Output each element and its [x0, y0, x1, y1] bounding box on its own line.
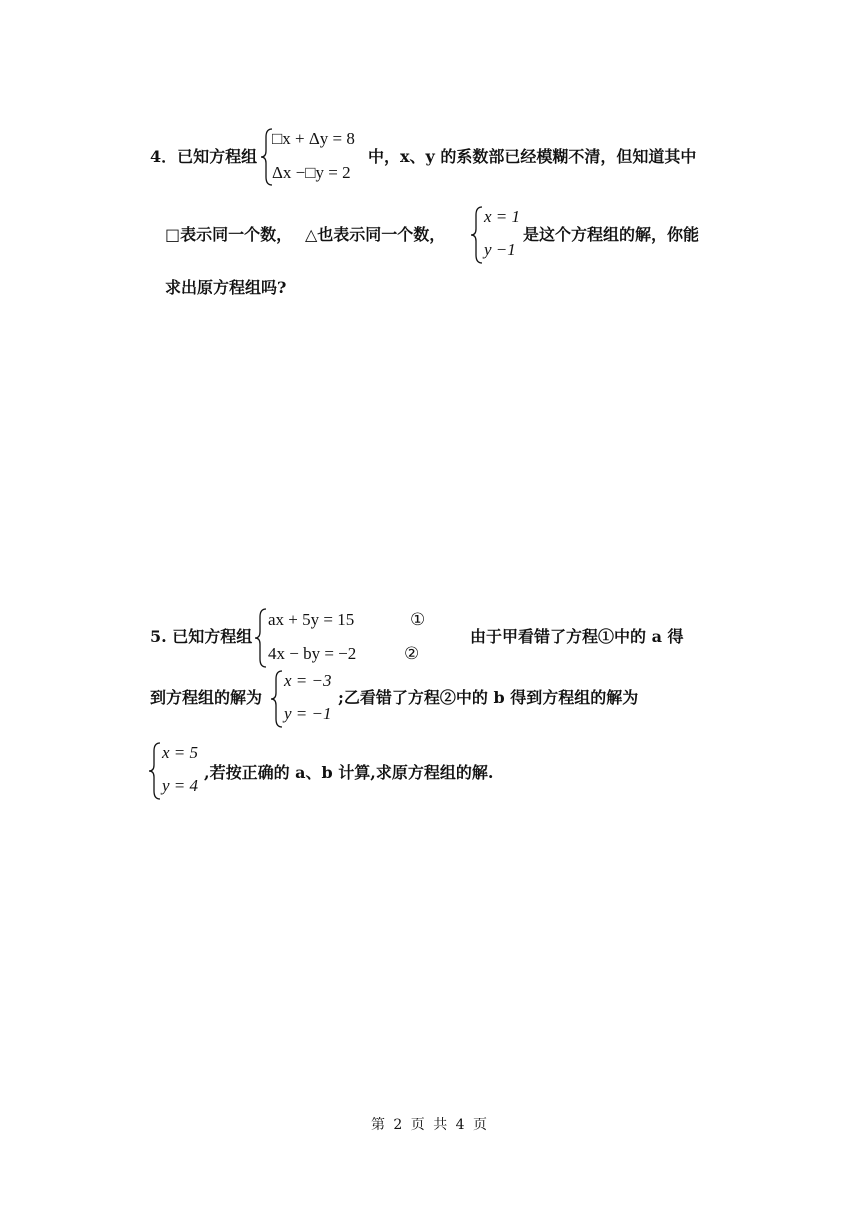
q4-after-system: 中，x、y 的系数部已经模糊不清，但知道其中: [368, 147, 697, 166]
q4-line2-c: 是这个方程组的解，你能: [523, 225, 700, 244]
q5-line2-b: ;乙看错了方程②中的 b 得到方程组的解为: [338, 688, 639, 707]
q4-line2-b: △也表示同一个数，: [305, 225, 446, 244]
page-footer: 第 2 页 共 4 页: [370, 1117, 490, 1133]
q4-solution-x: x = 1: [484, 207, 521, 226]
q5-line2-a: 到方程组的解为: [150, 688, 263, 707]
left-brace-icon: [254, 607, 268, 669]
q5-solution2-y: y = 4: [162, 776, 199, 795]
q5-mark-1: ①: [410, 610, 426, 629]
left-brace-icon: [270, 669, 284, 729]
q5-solution1-x: x = −3: [284, 671, 332, 690]
q4-solution-y: y −1: [484, 240, 516, 259]
q4-line3: 求出原方程组吗?: [165, 278, 287, 297]
q5-equation-2: 4x − by = −2: [268, 644, 357, 663]
q5-line3: ,若按正确的 a、b 计算,求原方程组的解.: [204, 763, 494, 782]
q4-equation-1: □x + Δy = 8: [272, 129, 355, 148]
left-brace-icon: [148, 741, 162, 801]
q4-line2-a: □表示同一个数，: [165, 225, 293, 244]
q5-after-system: 由于甲看错了方程①中的 a 得: [470, 627, 684, 646]
q5-mark-2: ②: [404, 644, 420, 663]
q5-prefix: 5. 已知方程组: [150, 627, 253, 646]
q5-solution2-x: x = 5: [162, 743, 199, 762]
left-brace-icon: [470, 205, 484, 265]
q4-prefix: 4．已知方程组: [150, 147, 258, 166]
q4-equation-2: Δx −□y = 2: [272, 163, 351, 182]
q5-equation-1: ax + 5y = 15: [268, 610, 355, 629]
q5-solution1-y: y = −1: [284, 704, 332, 723]
